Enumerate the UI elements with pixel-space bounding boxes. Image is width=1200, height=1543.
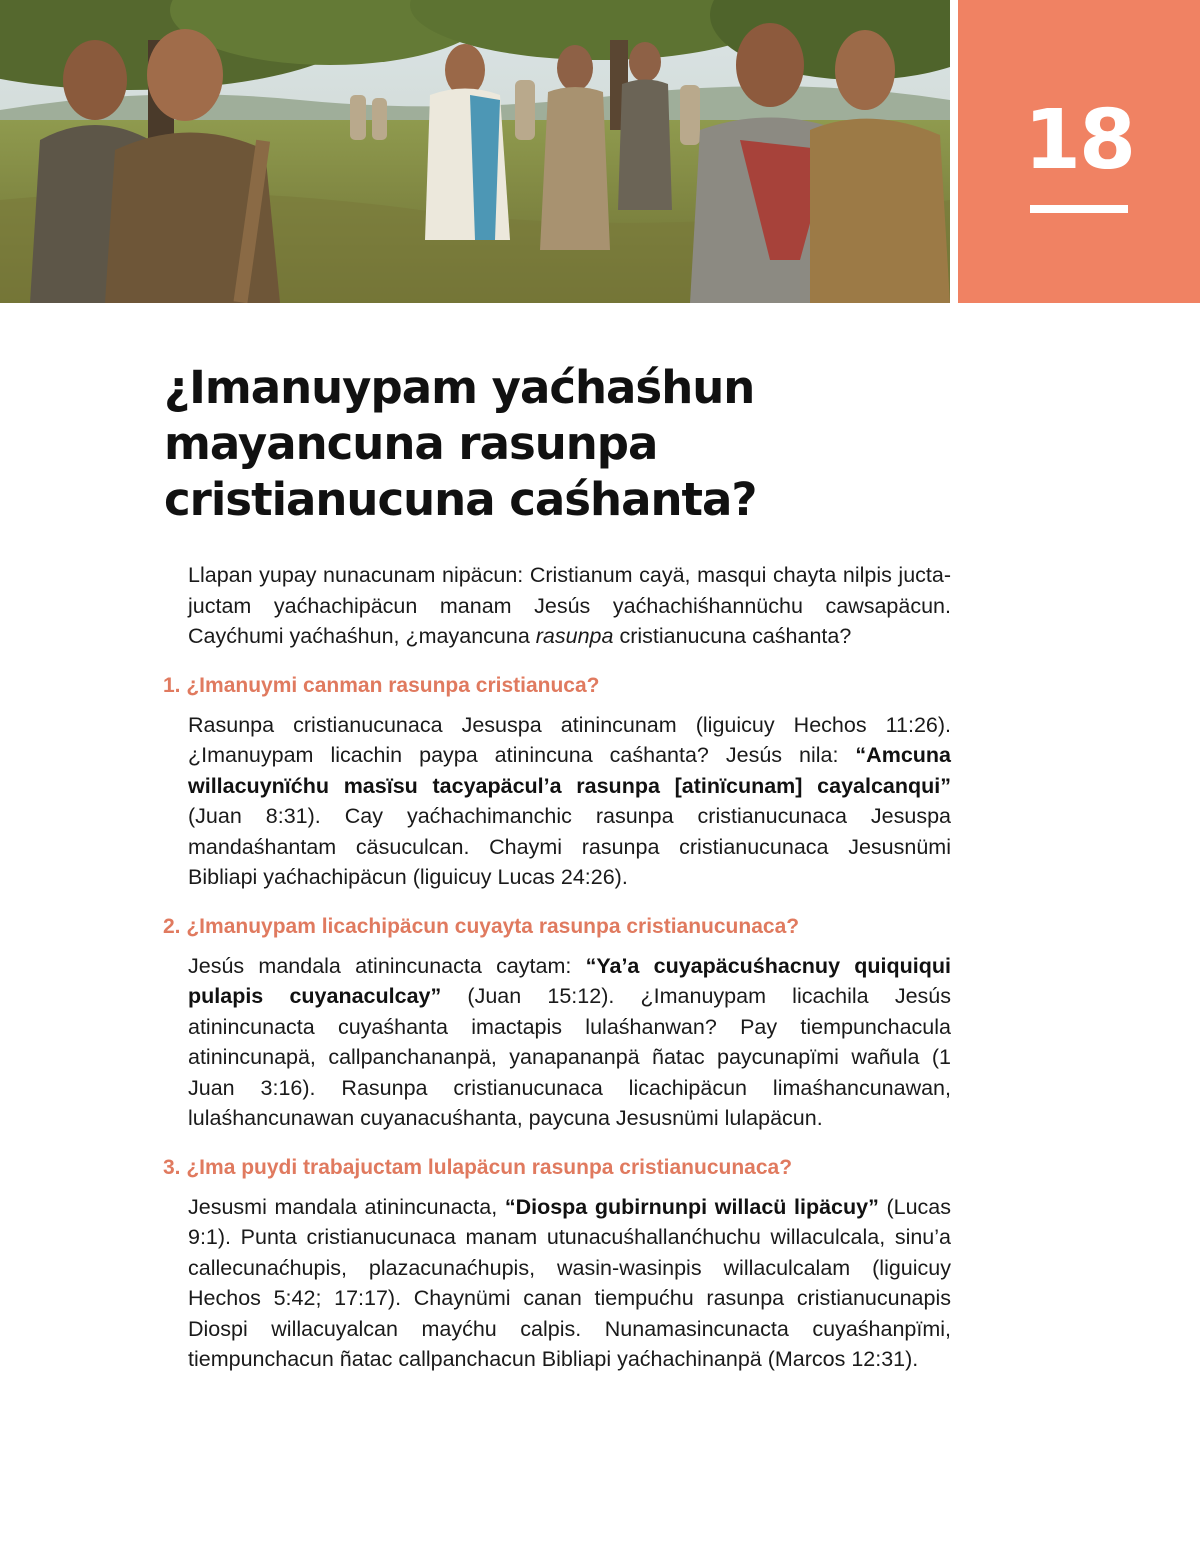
scripture-quote: “Ya’a cuyapäcuśhacnuy quiquiqui pulapis cuyanaculcay” [188,953,951,1008]
answer-text: Jesús mandala atinincunacta caytam: [188,953,586,978]
question-number: 3. [163,1155,181,1179]
question-3 [163,1154,951,1182]
hero-image [0,0,950,303]
answer-paragraph-2 [188,951,951,1134]
lesson-number: 18 [1023,93,1135,188]
intro-paragraph [188,560,951,652]
question-text: ¿Imanuypam licachipäcun cuyayta rasunpa cristianucunaca? [186,914,800,938]
scripture-quote: “Diospa gubirnunpi willacü lipäcuy” [504,1194,879,1219]
answer-text: Jesusmi mandala atinincunacta, [188,1194,505,1219]
question-text: ¿Imanuymi canman rasunpa cristianuca? [186,673,600,697]
intro-emphasis: rasunpa [535,624,614,648]
answer-text: (Lucas 9:1). Punta cristianucunaca manam utunacuśhallanćhuchu willaculcala, sinu’a callecunaćhupis, plazacunaćhupis, wasin-wasinpis willaculcalam (liguicuy Hechos 5:42; 17:17). Chaynümi canan tiempućhu rasunpa cristianucunapis Diospi willacuyalcan mayćhu calpis. Nunamasincunacta cuyaśhanpïmi, tiempunchacun ñatac callpanchacun Bibliapi yaćhachinanpä (Marcos 12:31). [188,1194,951,1371]
hero-illustration [0,0,950,303]
question-number: 1. [163,673,181,697]
answer-paragraph-1 [188,710,951,893]
page-title: ¿Imanuypam yaćhaśhun mayancuna rasunpa cristianucuna caśhanta? [164,361,757,526]
answer-text: Rasunpa cristianucunaca Jesuspa atinincunam (liguicuy Hechos 11:26). ¿Imanuypam licachin paypa atinincuna caśhanta? Jesús nila: [188,712,951,767]
question-2 [163,913,951,941]
answer-paragraph-3 [188,1192,951,1375]
intro-text-2: cristianucuna caśhanta? [613,624,852,648]
lesson-content [163,560,951,1375]
question-number: 2. [163,914,181,938]
question-text: ¿Ima puydi trabajuctam lulapäcun rasunpa cristianucunaca? [186,1155,793,1179]
answer-text: (Juan 15:12). ¿Imanuypam licachila Jesús atinincunacta cuyaśhanta imactapis lulaśhanwan? Pay tiempunchacula atinincunapä, callpanchananpä, yanapananpä ñatac paycunapïmi wañula (1 Juan 3:16). Rasunpa cristianucunaca licachipäcun limaśhancunawan, lulaśhancunawan cuyanacuśhanta, paycuna Jesusnümi lulapäcun. [188,984,951,1130]
lesson-number-badge [958,0,1200,303]
lesson-number-underline [1030,205,1128,213]
intro-text-1: Llapan yupay nunacunam nipäcun: Cristianum cayä, masqui chayta nilpis jucta-juctam yaćhachipäcun manam Jesús yaćhachiśhannüchu cawsapäcun. Cayćhumi yaćhaśhun, ¿mayancuna [188,563,951,648]
answer-text: (Juan 8:31). Cay yaćhachimanchic rasunpa cristianucunaca Jesuspa mandaśhantam cäsuculcan. Chaymi rasunpa cristianucunaca Jesusnümi Bibliapi yaćhachipäcun (liguicuy Lucas 24:26). [188,804,951,889]
scripture-quote: “Amcuna willacuynïćhu masïsu tacyapäcul’a rasunpa [atinïcunam] cayalcanqui” [188,743,951,798]
question-1 [163,672,951,700]
